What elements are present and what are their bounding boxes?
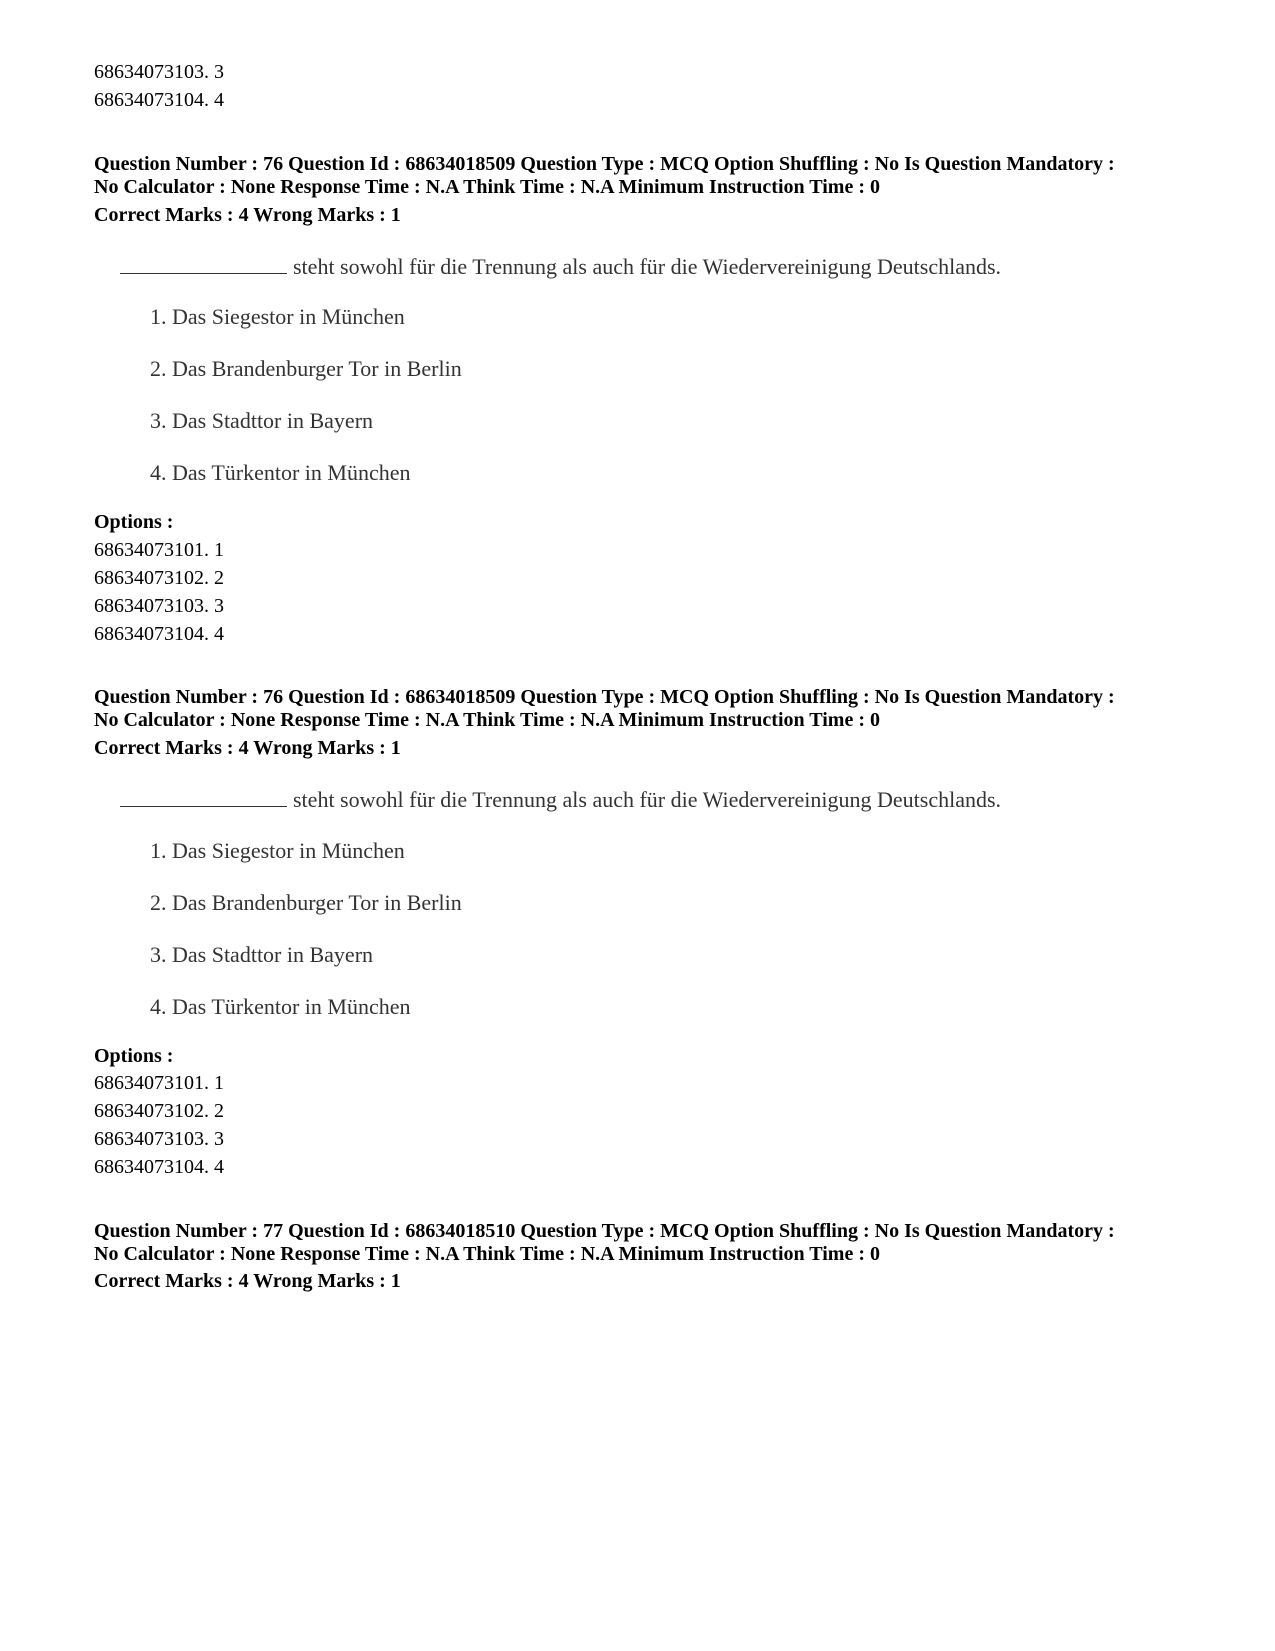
option-line: 68634073101. 1 bbox=[94, 1072, 224, 1094]
question-marks: Correct Marks : 4 Wrong Marks : 1 bbox=[94, 737, 401, 759]
option-line: 68634073104. 4 bbox=[94, 89, 224, 111]
options-label: Options : bbox=[94, 511, 174, 533]
options-label: Options : bbox=[94, 1045, 174, 1067]
answer-choice: 2. Das Brandenburger Tor in Berlin bbox=[150, 356, 462, 381]
answer-choice: 1. Das Siegestor in München bbox=[150, 838, 405, 863]
option-line: 68634073104. 4 bbox=[94, 1156, 224, 1178]
answer-choice: 2. Das Brandenburger Tor in Berlin bbox=[150, 890, 462, 915]
fill-in-blank bbox=[120, 253, 287, 274]
fill-in-blank bbox=[120, 786, 287, 807]
question-stem-text: steht sowohl für die Trennung als auch für die Wiedervereinigung Deutschlands. bbox=[293, 254, 1002, 279]
option-line: 68634073104. 4 bbox=[94, 623, 224, 645]
question-stem bbox=[120, 253, 1001, 280]
question-stem-text: steht sowohl für die Trennung als auch für die Wiedervereinigung Deutschlands. bbox=[293, 787, 1002, 812]
question-meta-line2: No Calculator : None Response Time : N.A Think Time : N.A Minimum Instruction Time : 0 bbox=[94, 709, 880, 731]
question-meta-line2: No Calculator : None Response Time : N.A Think Time : N.A Minimum Instruction Time : 0 bbox=[94, 1243, 880, 1265]
question-stem bbox=[120, 786, 1001, 813]
question-marks: Correct Marks : 4 Wrong Marks : 1 bbox=[94, 1270, 401, 1292]
question-meta-line1: Question Number : 76 Question Id : 68634018509 Question Type : MCQ Option Shuffling : No Is Question Mandatory : bbox=[94, 686, 1115, 708]
answer-choice: 4. Das Türkentor in München bbox=[150, 994, 411, 1019]
question-meta-line1: Question Number : 77 Question Id : 68634018510 Question Type : MCQ Option Shuffling : No Is Question Mandatory : bbox=[94, 1220, 1115, 1242]
option-line: 68634073101. 1 bbox=[94, 539, 224, 561]
question-meta-line1: Question Number : 76 Question Id : 68634018509 Question Type : MCQ Option Shuffling : No Is Question Mandatory : bbox=[94, 153, 1115, 175]
option-line: 68634073103. 3 bbox=[94, 1128, 224, 1150]
answer-choice: 3. Das Stadttor in Bayern bbox=[150, 942, 374, 967]
question-meta-line2: No Calculator : None Response Time : N.A Think Time : N.A Minimum Instruction Time : 0 bbox=[94, 176, 880, 198]
option-line: 68634073102. 2 bbox=[94, 567, 224, 589]
answer-choice: 1. Das Siegestor in München bbox=[150, 304, 405, 329]
option-line: 68634073103. 3 bbox=[94, 595, 224, 617]
option-line: 68634073102. 2 bbox=[94, 1100, 224, 1122]
option-line: 68634073103. 3 bbox=[94, 61, 224, 83]
answer-choice: 4. Das Türkentor in München bbox=[150, 460, 411, 485]
question-marks: Correct Marks : 4 Wrong Marks : 1 bbox=[94, 204, 401, 226]
answer-choice: 3. Das Stadttor in Bayern bbox=[150, 408, 374, 433]
